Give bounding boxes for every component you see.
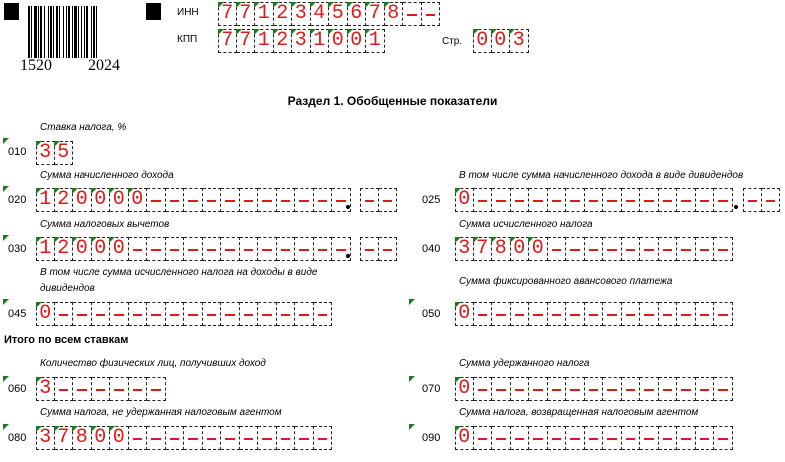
digit-cell[interactable]	[603, 237, 622, 261]
corner-mark	[3, 138, 9, 144]
digit-cell[interactable]	[622, 377, 641, 401]
marker-square-right	[146, 3, 161, 20]
digit-cell[interactable]	[184, 237, 203, 261]
digit-cell[interactable]	[360, 188, 379, 212]
field-050-label: Сумма фиксированного авансового платежа	[459, 276, 673, 287]
barcode-bar	[63, 6, 64, 58]
decimal-point	[346, 205, 350, 209]
barcode-bar	[40, 6, 42, 58]
digit-cell[interactable]	[696, 237, 715, 261]
digit-cell[interactable]	[492, 302, 511, 326]
decimal-point	[734, 205, 738, 209]
digit-cell[interactable]	[184, 188, 203, 212]
digit-cell[interactable]	[92, 302, 111, 326]
corner-mark	[3, 235, 9, 241]
digit-cell[interactable]	[147, 188, 166, 212]
digit-cell[interactable]	[295, 188, 314, 212]
digit-cell[interactable]: 7	[366, 2, 385, 26]
digit-cell[interactable]: 0	[36, 302, 55, 326]
field-040-label: Сумма исчисленного налога	[459, 219, 593, 230]
digit-cell[interactable]	[147, 426, 166, 450]
digit-cell[interactable]: 0	[455, 426, 474, 450]
digit-cell[interactable]	[696, 188, 715, 212]
digit-cell[interactable]: 0	[92, 188, 111, 212]
digit-cell[interactable]	[696, 377, 715, 401]
field-025-code: 025	[422, 194, 441, 206]
digit-cell[interactable]: 1	[255, 29, 274, 53]
digit-cell[interactable]	[603, 188, 622, 212]
field-020-kopecks[interactable]	[360, 188, 397, 212]
digit-cell[interactable]: 1	[36, 237, 55, 261]
digit-cell[interactable]	[203, 188, 222, 212]
field-070-cells[interactable]	[455, 377, 733, 401]
digit-cell[interactable]	[677, 237, 696, 261]
field-060-label: Количество физических лиц, получивших доход	[40, 358, 266, 369]
digit-cell[interactable]: 0	[529, 237, 548, 261]
digit-cell[interactable]	[379, 188, 398, 212]
barcode-bar	[91, 6, 92, 58]
digit-cell[interactable]: 0	[511, 237, 530, 261]
kpp-label: КПП	[177, 34, 198, 45]
digit-cell[interactable]: 0	[110, 188, 129, 212]
digit-cell[interactable]: 0	[455, 302, 474, 326]
digit-cell[interactable]	[529, 426, 548, 450]
barcode-bar	[38, 6, 39, 58]
digit-cell[interactable]	[166, 302, 185, 326]
digit-cell[interactable]	[640, 188, 659, 212]
barcode-bar	[34, 6, 37, 58]
barcode-bar	[84, 6, 85, 58]
digit-cell[interactable]: 3	[455, 237, 474, 261]
digit-cell[interactable]	[714, 237, 733, 261]
digit-cell[interactable]: 7	[218, 29, 237, 53]
digit-cell[interactable]	[511, 426, 530, 450]
barcode-numbers	[20, 57, 128, 75]
field-060-cells[interactable]	[36, 377, 166, 401]
corner-mark	[409, 299, 415, 305]
digit-cell[interactable]	[659, 302, 678, 326]
barcode-bar	[93, 6, 95, 58]
digit-cell[interactable]	[55, 302, 74, 326]
digit-cell[interactable]	[585, 377, 604, 401]
digit-cell[interactable]	[474, 302, 493, 326]
barcode-bar	[56, 6, 58, 58]
section-total-heading: Итого по всем ставкам	[4, 334, 129, 346]
digit-cell[interactable]	[295, 302, 314, 326]
digit-cell[interactable]: 0	[92, 426, 111, 450]
digit-cell[interactable]	[548, 377, 567, 401]
digit-cell[interactable]	[566, 302, 585, 326]
digit-cell[interactable]: 0	[455, 188, 474, 212]
field-070-label: Сумма удержанного налога	[459, 358, 590, 369]
digit-cell[interactable]	[314, 188, 333, 212]
field-020-cells[interactable]	[36, 188, 351, 212]
barcode-bar	[66, 6, 67, 58]
digit-cell[interactable]	[566, 426, 585, 450]
digit-cell[interactable]	[166, 426, 185, 450]
digit-cell[interactable]: 4	[311, 2, 330, 26]
digit-cell[interactable]: 0	[92, 237, 111, 261]
digit-cell[interactable]	[295, 426, 314, 450]
digit-cell[interactable]	[422, 2, 441, 26]
barcode-bar	[44, 6, 45, 58]
inn-label: ИНН	[177, 7, 199, 18]
digit-cell[interactable]	[474, 188, 493, 212]
barcode-bar	[48, 6, 49, 58]
digit-cell[interactable]	[403, 2, 422, 26]
barcode-bar	[96, 6, 97, 58]
digit-cell[interactable]: 3	[510, 29, 529, 53]
digit-cell[interactable]	[129, 426, 148, 450]
page-number-cells[interactable]	[473, 29, 529, 53]
digit-cell[interactable]	[622, 302, 641, 326]
digit-cell[interactable]	[221, 302, 240, 326]
digit-cell[interactable]	[622, 426, 641, 450]
field-045-cells[interactable]	[36, 302, 332, 326]
digit-cell[interactable]: 8	[492, 237, 511, 261]
marker-square-left	[4, 3, 19, 20]
digit-cell[interactable]	[258, 426, 277, 450]
digit-cell[interactable]	[277, 302, 296, 326]
decimal-point	[346, 254, 350, 258]
digit-cell[interactable]	[714, 302, 733, 326]
barcode-bar	[31, 6, 32, 58]
field-050-code: 050	[422, 308, 441, 320]
barcode-bar	[74, 6, 77, 58]
digit-cell[interactable]: 1	[311, 29, 330, 53]
digit-cell[interactable]	[585, 188, 604, 212]
digit-cell[interactable]	[529, 302, 548, 326]
digit-cell[interactable]	[743, 188, 762, 212]
digit-cell[interactable]: 3	[292, 29, 311, 53]
digit-cell[interactable]: 7	[237, 29, 256, 53]
digit-cell[interactable]: 3	[36, 141, 55, 165]
digit-cell[interactable]	[659, 377, 678, 401]
digit-cell[interactable]	[221, 188, 240, 212]
field-045-label: В том числе сумма исчисленного налога на доходы в виде дивидендов	[40, 267, 318, 294]
digit-cell[interactable]: 1	[366, 29, 385, 53]
digit-cell[interactable]: 6	[348, 2, 367, 26]
field-025-kopecks[interactable]	[743, 188, 780, 212]
field-050-cells[interactable]	[455, 302, 733, 326]
digit-cell[interactable]	[696, 426, 715, 450]
digit-cell[interactable]	[240, 426, 259, 450]
digit-cell[interactable]: 5	[329, 2, 348, 26]
digit-cell[interactable]	[492, 377, 511, 401]
digit-cell[interactable]	[166, 237, 185, 261]
digit-cell[interactable]	[677, 426, 696, 450]
digit-cell[interactable]: 8	[385, 2, 404, 26]
digit-cell[interactable]	[277, 188, 296, 212]
digit-cell[interactable]: 1	[255, 2, 274, 26]
digit-cell[interactable]	[640, 377, 659, 401]
digit-cell[interactable]: 0	[110, 426, 129, 450]
field-080-label: Сумма налога, не удержанная налоговым агентом	[40, 407, 282, 418]
digit-cell[interactable]: 3	[292, 2, 311, 26]
section-title: Раздел 1. Обобщенные показатели	[287, 94, 498, 108]
digit-cell[interactable]: 7	[474, 237, 493, 261]
field-080-code: 080	[8, 432, 27, 444]
digit-cell[interactable]	[529, 188, 548, 212]
digit-cell[interactable]	[622, 188, 641, 212]
digit-cell[interactable]: 7	[55, 426, 74, 450]
digit-cell[interactable]	[548, 426, 567, 450]
digit-cell[interactable]	[640, 426, 659, 450]
digit-cell[interactable]	[548, 188, 567, 212]
digit-cell[interactable]: 0	[455, 377, 474, 401]
digit-cell[interactable]	[511, 302, 530, 326]
barcode-bar	[53, 6, 54, 58]
digit-cell[interactable]	[203, 237, 222, 261]
digit-cell[interactable]	[622, 237, 641, 261]
corner-mark	[3, 376, 9, 382]
digit-cell[interactable]	[92, 377, 111, 401]
digit-cell[interactable]	[585, 426, 604, 450]
digit-cell[interactable]	[548, 237, 567, 261]
digit-cell[interactable]	[240, 302, 259, 326]
digit-cell[interactable]	[277, 237, 296, 261]
digit-cell[interactable]	[258, 237, 277, 261]
digit-cell[interactable]	[566, 188, 585, 212]
digit-cell[interactable]	[585, 302, 604, 326]
corner-mark	[3, 424, 9, 430]
digit-cell[interactable]: 0	[348, 29, 367, 53]
barcode-bar	[50, 6, 52, 58]
digit-cell[interactable]: 2	[55, 188, 74, 212]
digit-cell[interactable]	[511, 188, 530, 212]
digit-cell[interactable]	[147, 377, 166, 401]
digit-cell[interactable]	[166, 188, 185, 212]
digit-cell[interactable]	[548, 302, 567, 326]
field-025-label: В том числе сумма начисленного дохода в виде дивидендов	[459, 170, 744, 181]
digit-cell[interactable]	[110, 377, 129, 401]
field-060-code: 060	[8, 383, 27, 395]
digit-cell[interactable]	[184, 302, 203, 326]
digit-cell[interactable]	[640, 237, 659, 261]
digit-cell[interactable]	[314, 237, 333, 261]
digit-cell[interactable]	[277, 426, 296, 450]
digit-cell[interactable]: 8	[73, 426, 92, 450]
barcode	[28, 6, 126, 58]
field-030-code: 030	[8, 243, 27, 255]
field-090-cells[interactable]	[455, 426, 733, 450]
corner-mark	[3, 299, 9, 305]
digit-cell[interactable]	[640, 302, 659, 326]
corner-mark	[409, 424, 415, 430]
field-040-cells[interactable]	[455, 237, 733, 261]
digit-cell[interactable]	[492, 188, 511, 212]
field-090-code: 090	[422, 432, 441, 444]
barcode-bar	[78, 6, 79, 58]
digit-cell[interactable]	[714, 377, 733, 401]
digit-cell[interactable]: 0	[473, 29, 492, 53]
digit-cell[interactable]: 5	[55, 141, 74, 165]
corner-mark	[3, 186, 9, 192]
barcode-bar	[59, 6, 60, 58]
digit-cell[interactable]	[603, 377, 622, 401]
digit-cell[interactable]	[492, 426, 511, 450]
digit-cell[interactable]	[221, 237, 240, 261]
digit-cell[interactable]	[474, 377, 493, 401]
digit-cell[interactable]	[203, 426, 222, 450]
digit-cell[interactable]	[566, 377, 585, 401]
digit-cell[interactable]	[73, 377, 92, 401]
digit-cell[interactable]	[603, 302, 622, 326]
field-030-kopecks[interactable]	[360, 237, 397, 261]
digit-cell[interactable]	[714, 426, 733, 450]
digit-cell[interactable]: 2	[55, 237, 74, 261]
digit-cell[interactable]	[585, 237, 604, 261]
digit-cell[interactable]: 7	[237, 2, 256, 26]
barcode-number-left: 1520	[20, 57, 52, 74]
digit-cell[interactable]	[677, 188, 696, 212]
digit-cell[interactable]	[659, 188, 678, 212]
field-030-label: Сумма налоговых вычетов	[40, 219, 170, 230]
digit-cell[interactable]	[147, 302, 166, 326]
barcode-bar	[68, 6, 70, 58]
digit-cell[interactable]	[55, 377, 74, 401]
digit-cell[interactable]	[314, 302, 333, 326]
digit-cell[interactable]: 0	[492, 29, 511, 53]
digit-cell[interactable]	[360, 237, 379, 261]
digit-cell[interactable]	[240, 237, 259, 261]
digit-cell[interactable]	[566, 237, 585, 261]
kpp-cells[interactable]	[218, 29, 385, 53]
field-025-cells[interactable]	[455, 188, 733, 212]
digit-cell[interactable]	[659, 237, 678, 261]
field-010-code: 010	[8, 146, 27, 158]
field-020-code: 020	[8, 194, 27, 206]
digit-cell[interactable]: 3	[36, 426, 55, 450]
digit-cell[interactable]	[714, 188, 733, 212]
digit-cell[interactable]	[511, 377, 530, 401]
barcode-bar	[81, 6, 82, 58]
digit-cell[interactable]	[73, 302, 92, 326]
digit-cell[interactable]	[379, 237, 398, 261]
field-080-cells[interactable]	[36, 426, 332, 450]
digit-cell[interactable]: 0	[73, 237, 92, 261]
digit-cell[interactable]: 0	[329, 29, 348, 53]
digit-cell[interactable]	[129, 377, 148, 401]
page-label: Стр.	[442, 36, 463, 47]
field-010-cells[interactable]	[36, 141, 73, 165]
digit-cell[interactable]	[314, 426, 333, 450]
digit-cell[interactable]	[110, 302, 129, 326]
field-090-label: Сумма налога, возвращенная налоговым агентом	[459, 407, 699, 418]
field-020-label: Сумма начисленного дохода	[40, 170, 174, 181]
digit-cell[interactable]	[203, 302, 222, 326]
digit-cell[interactable]	[129, 302, 148, 326]
digit-cell[interactable]: 2	[274, 2, 293, 26]
digit-cell[interactable]	[184, 426, 203, 450]
digit-cell[interactable]: 0	[73, 188, 92, 212]
digit-cell[interactable]	[258, 188, 277, 212]
digit-cell[interactable]: 2	[274, 29, 293, 53]
barcode-number-right: 2024	[88, 57, 120, 74]
field-010-label: Ставка налога, %	[40, 122, 127, 133]
barcode-bar	[28, 6, 30, 58]
digit-cell[interactable]	[295, 237, 314, 261]
digit-cell[interactable]	[677, 302, 696, 326]
digit-cell[interactable]: 0	[110, 237, 129, 261]
digit-cell[interactable]	[147, 237, 166, 261]
digit-cell[interactable]	[221, 426, 240, 450]
digit-cell[interactable]	[603, 426, 622, 450]
barcode-bar	[72, 6, 73, 58]
field-070-code: 070	[422, 383, 441, 395]
digit-cell[interactable]: 0	[129, 188, 148, 212]
digit-cell[interactable]	[659, 426, 678, 450]
digit-cell[interactable]	[696, 302, 715, 326]
digit-cell[interactable]	[240, 188, 259, 212]
digit-cell[interactable]	[529, 377, 548, 401]
digit-cell[interactable]	[474, 426, 493, 450]
digit-cell[interactable]: 7	[218, 2, 237, 26]
field-045-code: 045	[8, 308, 27, 320]
digit-cell[interactable]: 1	[36, 188, 55, 212]
field-030-cells[interactable]	[36, 237, 351, 261]
inn-cells[interactable]	[218, 2, 440, 26]
corner-mark	[409, 376, 415, 382]
barcode-bar	[86, 6, 88, 58]
digit-cell[interactable]	[677, 377, 696, 401]
digit-cell[interactable]: 3	[36, 377, 55, 401]
digit-cell[interactable]	[762, 188, 781, 212]
field-040-code: 040	[422, 243, 441, 255]
digit-cell[interactable]	[129, 237, 148, 261]
digit-cell[interactable]	[258, 302, 277, 326]
